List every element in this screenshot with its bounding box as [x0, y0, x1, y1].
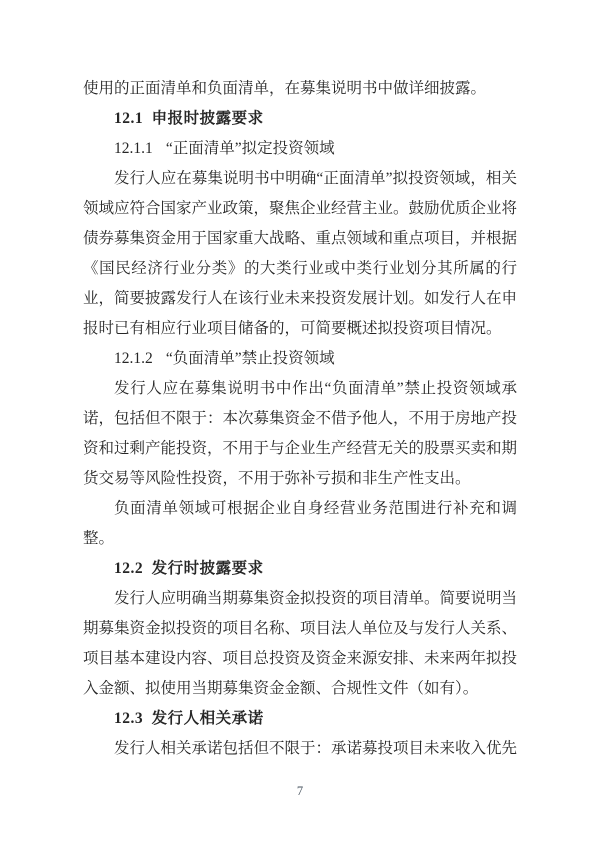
section-title: “正面清单”拟定投资领域 [165, 140, 335, 157]
paragraph: 发行人应明确当期募集资金拟投资的项目清单。简要说明当期募集资金拟投资的项目名称、项目法人单位及与发行人关系、项目基本建设内容、项目总投资及资金来源安排、未来两年拟投入金额、拟使用当期募集资金金额、合规性文件（如有）。 [83, 590, 518, 697]
section-number: 12.1 [114, 110, 144, 127]
section-heading [83, 344, 517, 374]
paragraph: 使用的正面清单和负面清单，在募集说明书中做详细披露。 [83, 80, 487, 97]
section-heading [83, 134, 517, 164]
section-title: 发行人相关承诺 [151, 710, 264, 727]
section-heading [83, 104, 517, 134]
document-body [83, 74, 517, 764]
paragraph: 发行人相关承诺包括但不限于：承诺募投项目未来收入优先 [114, 740, 518, 757]
paragraph: 发行人应在募集说明书中明确“正面清单”拟投资领域，相关领域应符合国家产业政策，聚焦企业经营主业。鼓励优质企业将债券募集资金用于国家重大战略、重点领域和重点项目，并根据《国民经济行业分类》的大类行业或中类行业划分其所属的行业，简要披露发行人在该行业未来投资发展计划。如发行人在申报时已有相应行业项目储备的，可简要概述拟投资项目情况。 [83, 170, 518, 337]
section-title: “负面清单”禁止投资领域 [165, 350, 335, 367]
section-title: 发行时披露要求 [151, 560, 264, 577]
section-heading [83, 704, 517, 734]
section-title: 申报时披露要求 [151, 110, 264, 127]
section-number: 12.2 [114, 560, 144, 577]
paragraph: 发行人应在募集说明书中作出“负面清单”禁止投资领域承诺，包括但不限于：本次募集资金不借予他人，不用于房地产投资和过剩产能投资，不用于与企业生产经营无关的股票买卖和期货交易等风险性投资，不用于弥补亏损和非生产性支出。 [83, 380, 518, 487]
section-number: 12.1.1 [114, 140, 153, 157]
paragraph: 负面清单领域可根据企业自身经营业务范围进行补充和调整。 [83, 500, 517, 547]
section-number: 12.1.2 [114, 350, 153, 367]
page-number: 7 [296, 784, 304, 798]
section-heading [83, 554, 517, 584]
section-number: 12.3 [114, 710, 144, 727]
